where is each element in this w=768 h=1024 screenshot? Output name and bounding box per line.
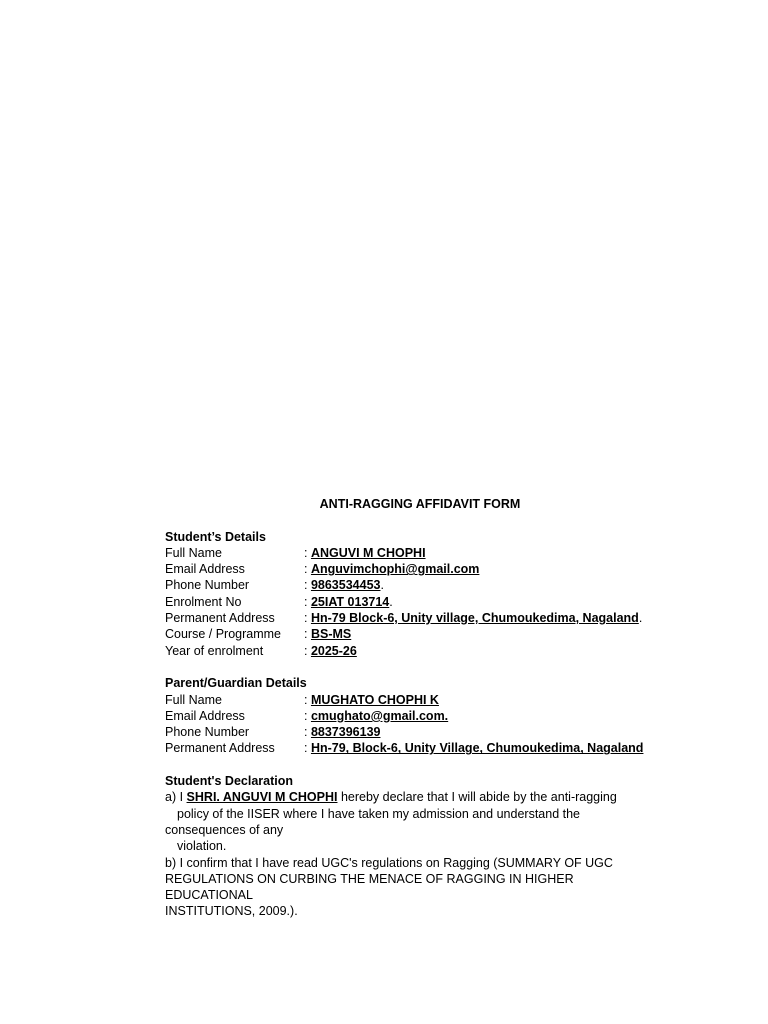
student-course-row	[165, 626, 645, 642]
student-details-heading: Student’s Details	[165, 529, 266, 544]
value-suffix: .	[389, 594, 393, 609]
field-value: : 9863534453.	[304, 578, 384, 593]
field-label: Email Address	[165, 708, 245, 723]
student-phone-value: 9863534453	[310, 578, 381, 593]
field-value: : cmughato@gmail.com.	[304, 708, 449, 723]
field-label: Enrolment No	[165, 594, 242, 609]
guardian-address-row	[165, 740, 645, 756]
declaration-clause-a	[165, 789, 645, 854]
value-suffix: .	[638, 611, 643, 626]
field-label: Phone Number	[165, 578, 250, 593]
field-label: Email Address	[165, 562, 245, 577]
declaration-clause-b	[165, 855, 645, 920]
field-label: Permanent Address	[165, 741, 275, 756]
student-enrolment-value: 25IAT 013714	[310, 594, 390, 609]
declaration-heading: Student's Declaration	[165, 774, 293, 789]
student-details-list	[165, 545, 645, 659]
clause-prefix: a) I	[165, 790, 187, 805]
value-suffix: .	[380, 578, 384, 593]
field-label: Year of enrolment	[165, 643, 264, 658]
student-year-value: 2025-26	[310, 643, 357, 658]
field-value: : 2025-26	[304, 643, 357, 658]
declarant-name: SHRI. ANGUVI M CHOPHI	[186, 790, 338, 805]
guardian-full-name-value: MUGHATO CHOPHI K	[310, 692, 439, 707]
clause-a-line-1	[165, 789, 645, 805]
clause-a-line-4: violation.	[177, 839, 227, 854]
form-title: ANTI-RAGGING AFFIDAVIT FORM	[319, 497, 521, 511]
student-full-name-row	[165, 545, 645, 561]
field-value: : 25IAT 013714.	[304, 594, 393, 609]
spacer	[165, 659, 645, 675]
field-label: Full Name	[165, 692, 222, 707]
field-value: : ANGUVI M CHOPHI	[304, 545, 426, 560]
guardian-full-name-row	[165, 692, 645, 708]
field-value: : Hn-79, Block-6, Unity Village, Chumoukedima, Nagaland	[304, 741, 644, 756]
guardian-phone-value: 8837396139	[310, 725, 381, 740]
guardian-details-heading: Parent/Guardian Details	[165, 676, 307, 691]
spacer	[165, 512, 645, 528]
guardian-email-value: cmughato@gmail.com.	[310, 708, 449, 723]
field-value: : 8837396139	[304, 725, 381, 740]
spacer	[165, 757, 645, 773]
student-email-value: Anguvimchophi@gmail.com	[310, 562, 480, 577]
student-address-row	[165, 610, 645, 626]
clause-text: hereby declare that I will abide by the anti-ragging	[337, 790, 617, 805]
guardian-email-row	[165, 708, 645, 724]
field-value: : Anguvimchophi@gmail.com	[304, 562, 480, 577]
field-value: : Hn-79 Block-6, Unity village, Chumoukedima, Nagaland.	[304, 611, 643, 626]
clause-b-line-3: INSTITUTIONS, 2009.).	[165, 904, 298, 919]
affidavit-form	[165, 496, 645, 920]
student-email-row	[165, 561, 645, 577]
student-phone-row	[165, 577, 645, 593]
clause-b-line-2: REGULATIONS ON CURBING THE MENACE OF RAGGING IN HIGHER EDUCATIONAL	[165, 871, 574, 903]
field-label: Permanent Address	[165, 611, 275, 626]
student-full-name-value: ANGUVI M CHOPHI	[310, 545, 426, 560]
clause-b-line-1: b) I confirm that I have read UGC's regulations on Ragging (SUMMARY OF UGC	[165, 855, 613, 870]
clause-a-line-3: consequences of any	[165, 822, 284, 837]
field-label: Phone Number	[165, 725, 250, 740]
student-course-value: BS-MS	[310, 627, 352, 642]
clause-a-line-2: policy of the IISER where I have taken my admission and understand the	[177, 806, 581, 821]
guardian-details-list	[165, 692, 645, 757]
guardian-address-value: Hn-79, Block-6, Unity Village, Chumoukedima, Nagaland	[310, 741, 644, 756]
student-address-value: Hn-79 Block-6, Unity village, Chumoukedima, Nagaland	[310, 611, 639, 626]
student-year-row	[165, 643, 645, 659]
field-label: Course / Programme	[165, 627, 282, 642]
field-value: : BS-MS	[304, 627, 352, 642]
guardian-phone-row	[165, 724, 645, 740]
student-enrolment-row	[165, 594, 645, 610]
field-label: Full Name	[165, 545, 222, 560]
field-value: : MUGHATO CHOPHI K	[304, 692, 439, 707]
